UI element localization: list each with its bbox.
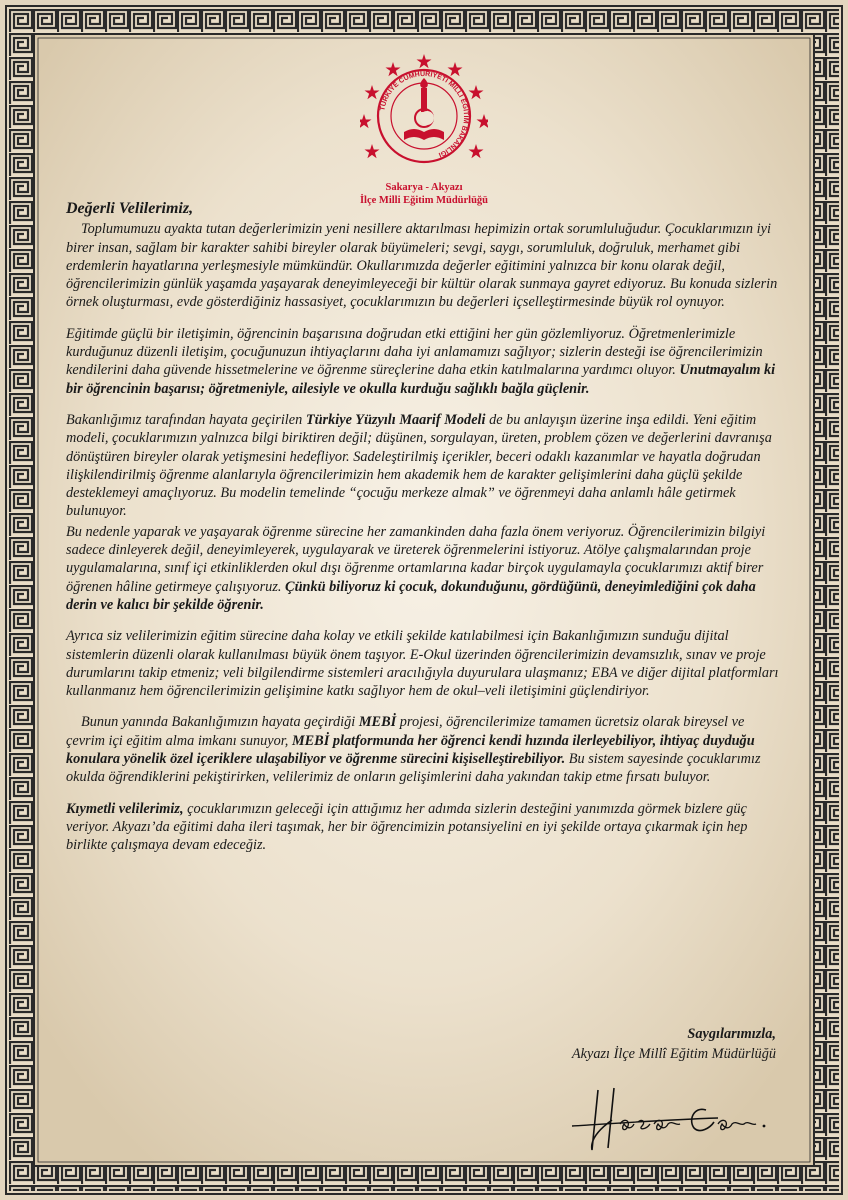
paragraph-communication-emphasis: Unutmayalım ki bir öğrencinin başarısı; öğretmeniyle, ailesiyle ve okulla kurduğu sağlıklı bağla güçlenir. (66, 362, 776, 397)
closing-regards: Saygılarımızla, (687, 1026, 776, 1042)
paragraph-communication-text: Eğitimde güçlü bir iletişimin, öğrencinin başarısına doğrudan etki ettiğini her gün gözlemliyoruz. Öğretmenlerimizle kurduğunuz düzenli iletişim, çocuğunuzun ihtiyaçlarını daha iyi anlamamızı sağlıyor; sizlerin desteği ise öğrencilerimizin kendilerini daha güvende hissetmelerine ve öğrenme süreçlerine daha etkin katılmalarına yardımcı oluyor. (66, 325, 763, 379)
paragraph-mebi-text-a: Bunun yanında Bakanlığımızın hayata geçirdiği (81, 714, 356, 731)
closing-block (572, 1024, 776, 1064)
paragraph-mebi-text-b: projesi, öğrencilerimize tamamen ücretsiz olarak bireysel ve çevrim içi eğitim alma imkanı sunuyor, (66, 714, 745, 749)
closing-institution: Akyazı İlçe Millî Eğitim Müdürlüğü (571, 1046, 776, 1062)
handwritten-signature (568, 1080, 778, 1160)
paragraph-maarif-text-b: de bu anlayışın üzerine inşa edildi. Yeni eğitim modeli, çocuklarımızın yalnızca bilgi biriktiren değil; düşünen, sorgulayan, üreten, problem çözen ve değerlerini davranışa dönüştüren bireyler olarak yetişmesini hedefliyor. Sadeleştirilmiş içerikler, beceri odaklı kazanımlar ve hayatla doğrudan ilişkilendirilmiş öğrenme alanlarıyla öğrencilerimizin hem akademik hem de karakter gelişimlerini daha güçlü şekilde desteklemeyi amaçlıyoruz. Bu modelin temelinde “çocuğu merkeze almak” ve öğrenmeyi daha anlamlı hâle getirmek bulunuyor. (66, 411, 772, 520)
paragraph-mebi (66, 713, 782, 786)
paragraph-values (66, 220, 782, 311)
emblem-ring-text: TÜRKİYE CUMHURİYETİ MİLLÎ EĞİTİM BAKANLIĞI (379, 70, 470, 159)
directorate-city: Sakarya - Akyazı (385, 182, 463, 193)
letter-body (66, 200, 782, 868)
paragraph-values-text: Toplumumuzu ayakta tutan değerlerimizin yeni nesillere aktarılması hepimizin ortak sorumluluğudur. Çocuklarımızın iyi birer insan, sağlam bir karakter sahibi bireyler olarak büyümeleri; sevgi, saygı, sorumluluk, doğruluk, merhamet gibi erdemlerin hayatlarına yerleşmesiyle mümkündür. Okullarımızda değerler eğitimini yalnızca bir konu olarak değil, öğrencilerimizin günlük yaşamda yaşayarak deneyimleyeceği bir kültür olarak sunmaya gayret ediyoruz. Bu konuda sizlerin örnek oluşturması, evde gösterdiğiniz hassasiyet, çocuklarımızın bu değerleri içselleştirmesinde büyük rol oynuyor. (66, 221, 778, 311)
paragraph-learning-by-doing (66, 523, 782, 614)
paragraph-learning-text: Bu nedenle yaparak ve yaşayarak öğrenme sürecine her zamankinden daha fazla önem veriyoruz. Öğrencilerimizin bilgiyi sadece dinleyerek değil, deneyimleyerek, uygulayarak ve üreterek öğrenmelerini istiyoruz. Atölye çalışmalarından proje uygulamalarına, sınıf içi etkinliklerden okul dışı öğrenme ortamlarına kadar birçok uygulamayla çocuklarımızı aktif birer öğrenen hâline getirmeye çalışıyoruz. (66, 523, 766, 595)
mebi-name: MEBİ (358, 714, 397, 731)
paragraph-closing-emphasis: Kıymetli velilerimiz, (66, 800, 184, 817)
paragraph-closing-text: çocuklarımızın geleceği için attığımız her adımda sizlerin desteğini yanımızda görmek bizlere güç veriyor. Akyazı’da eğitimi daha ileri taşımak, her bir öğrencimizin potansiyelini en iyi şekilde ortaya çıkarmak için hep birlikte çalışmaya devam edeceğiz. (66, 800, 748, 854)
directorate-name: İlçe Milli Eğitim Müdürlüğü (359, 195, 489, 206)
paragraph-maarif-model (66, 411, 782, 521)
maarif-model-name: Türkiye Yüzyılı Maarif Modeli (305, 411, 486, 428)
paragraph-maarif-text-a: Bakanlığımız tarafından hayata geçirilen (66, 411, 303, 428)
letterhead (324, 52, 524, 210)
paragraph-closing (66, 800, 782, 855)
salutation: Değerli Velilerimiz, (66, 200, 194, 217)
paragraph-learning-emphasis: Çünkü biliyoruz ki çocuk, dokunduğunu, gördüğünü, deneyimlediğini çok daha derin ve kalıcı bir şekilde öğrenir. (66, 578, 756, 613)
ministry-emblem-icon (360, 52, 488, 180)
paragraph-communication (66, 325, 782, 398)
paragraph-mebi-text-c: Bu sistem sayesinde çocuklarımız okulda öğrendiklerini pekiştirirken, velilerimiz de onların gelişimlerini daha yakından takip etme fırsatı buluyor. (66, 751, 761, 786)
paragraph-mebi-emphasis: MEBİ platformunda her öğrenci kendi hızında ilerleyebiliyor, ihtiyaç duyduğu konulara yönelik özel içeriklere ulaşabiliyor ve öğrenme sürecini kişiselleştirebiliyor. (66, 732, 755, 768)
paragraph-digital-systems (66, 627, 782, 700)
paragraph-digital-text: Ayrıca siz velilerimizin eğitim sürecine daha kolay ve etkili şekilde katılabilmesi için Bakanlığımızın sunduğu dijital sistemlerin düzenli olarak kullanılması büyük önem taşıyor. E-Okul üzerinden öğrencilerimizin devamsızlık, sınav ve proje durumlarını takip etmeniz; veli bilgilendirme sistemleri aracılığıyla duyurulara ulaşmanız; EBA ve diğer dijital platformları kullanmanız hem öğrencilerimizin gelişimine katkı sağlıyor hem de okul–veli iletişimini güçlendiriyor. (66, 628, 779, 700)
